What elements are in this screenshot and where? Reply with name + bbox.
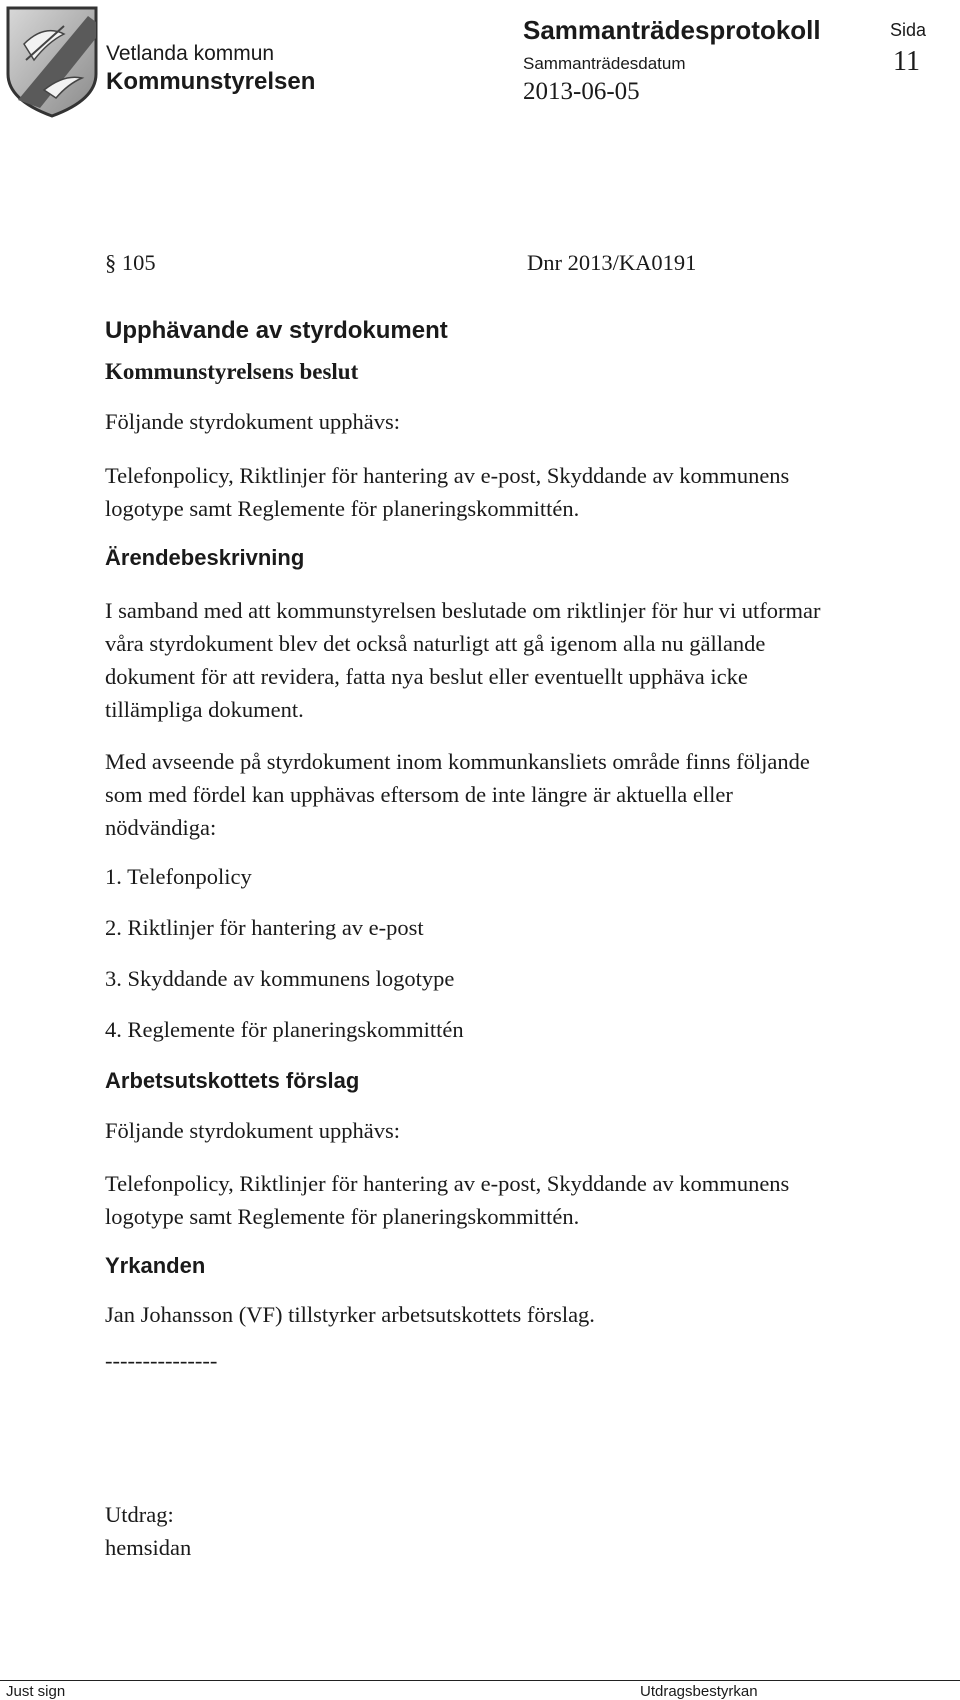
- document-type-title: Sammanträdesprotokoll: [523, 15, 821, 45]
- decision-text: [105, 459, 935, 525]
- text-line: Med avseende på styrdokument inom kommunkansliets område finns följande: [105, 749, 810, 774]
- text-line: tillämpliga dokument.: [105, 697, 304, 722]
- footer-signature-label: Just sign: [6, 1683, 66, 1700]
- page-number: 11: [893, 46, 920, 77]
- text-line: Telefonpolicy, Riktlinjer för hantering av e-post, Skyddande av kommunens: [105, 463, 790, 488]
- meeting-date-label: Sammanträdesdatum: [523, 54, 686, 73]
- text-line: som med fördel kan upphävas eftersom de inte längre är aktuella eller: [105, 782, 733, 807]
- separator-dashes: ---------------: [105, 1348, 218, 1373]
- list-item: 3. Skyddande av kommunens logotype: [105, 966, 455, 991]
- page-label: Sida: [890, 20, 927, 40]
- list-item: 4. Reglemente för planeringskommittén: [105, 1017, 464, 1042]
- paragraph-number: § 105: [105, 250, 156, 275]
- municipality-name: Vetlanda kommun: [106, 42, 275, 65]
- decision-intro: Följande styrdokument upphävs:: [105, 409, 400, 434]
- text-line: dokument för att revidera, fatta nya beslut eller eventuellt upphäva icke: [105, 664, 748, 689]
- footer-certification-label: Utdragsbestyrkan: [640, 1683, 758, 1700]
- text-line: I samband med att kommunstyrelsen beslutade om riktlinjer för hur vi utformar: [105, 598, 821, 623]
- description-paragraph-1: [105, 594, 935, 726]
- extract-recipient: hemsidan: [105, 1535, 192, 1560]
- decision-heading: Kommunstyrelsens beslut: [105, 359, 359, 384]
- committee-heading: Arbetsutskottets förslag: [105, 1068, 360, 1093]
- motions-heading: Yrkanden: [105, 1253, 206, 1278]
- list-item: 1. Telefonpolicy: [105, 864, 252, 889]
- extract-label: Utdrag:: [105, 1502, 174, 1527]
- text-line: logotype samt Reglemente för planeringskommittén.: [105, 1204, 580, 1229]
- footer-rule: [0, 1680, 960, 1681]
- committee-intro: Följande styrdokument upphävs:: [105, 1118, 400, 1143]
- motions-text: Jan Johansson (VF) tillstyrker arbetsutskottets förslag.: [105, 1302, 595, 1327]
- description-heading: Ärendebeskrivning: [105, 545, 305, 570]
- committee-text: [105, 1167, 935, 1233]
- text-line: logotype samt Reglemente för planeringskommittén.: [105, 496, 580, 521]
- municipal-coat-of-arms-logo: [4, 4, 100, 120]
- case-number: Dnr 2013/KA0191: [527, 250, 697, 275]
- text-line: våra styrdokument blev det också naturligt att gå igenom alla nu gällande: [105, 631, 766, 656]
- meeting-date: 2013-06-05: [523, 78, 640, 105]
- text-line: nödvändiga:: [105, 815, 217, 840]
- description-paragraph-2: [105, 745, 935, 844]
- text-line: Telefonpolicy, Riktlinjer för hantering av e-post, Skyddande av kommunens: [105, 1171, 790, 1196]
- item-title: Upphävande av styrdokument: [105, 317, 448, 344]
- list-item: 2. Riktlinjer för hantering av e-post: [105, 915, 424, 940]
- body-name: Kommunstyrelsen: [106, 68, 316, 95]
